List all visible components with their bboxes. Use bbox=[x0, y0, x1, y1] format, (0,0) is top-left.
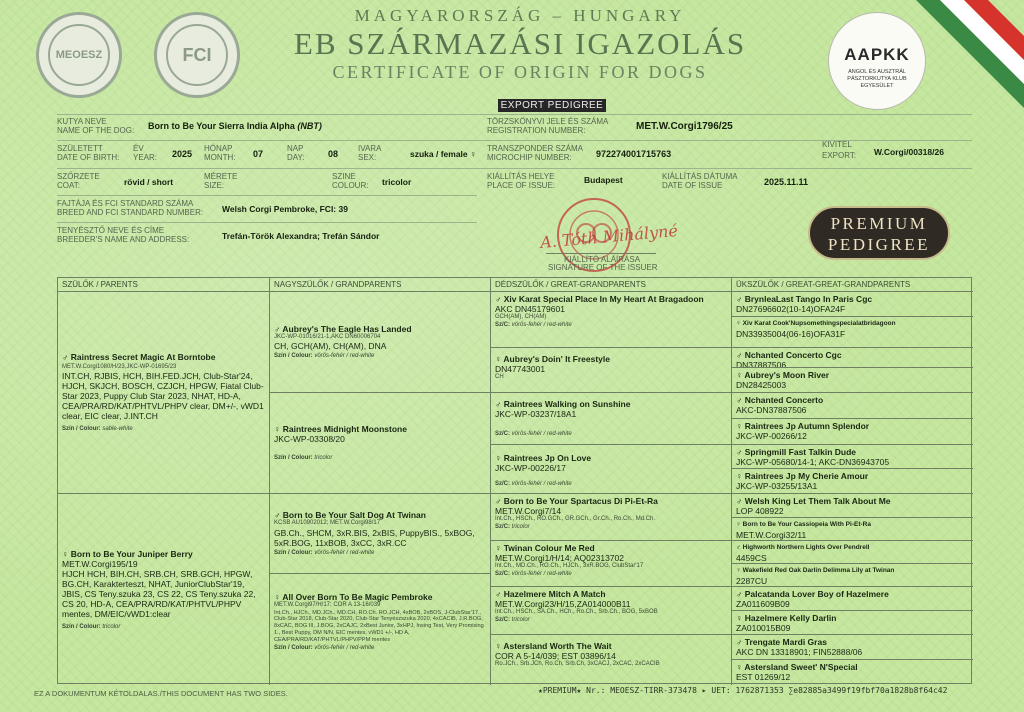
sex-label-hu: IVARA bbox=[358, 144, 382, 153]
breed-label-en: BREED AND FCI STANDARD NUMBER: bbox=[57, 208, 204, 217]
grandparent-titles: Int.Ch., HJCh., MD.JCh., MD.CH, RO.Ch. RO.JCH, 4xBOB, 2xBOS, J-ClubStar'17., Club-Star 2018, Club-Star 2020, Club-Star Tenyészszuka 2020, 4xCACIB, J.R.BOG, 8xCAC, BOG III, J.BOG, 2xCAJC, 2xBest Junior, 3xHPJ, Insing Test, Very Promising 1., Best Puppy, DM N/N, EIC mentes, vWD1 +/-, HD A, CEA/PRA/RD/KAT/PHTVL/PHPV/PPM mentes bbox=[274, 609, 484, 643]
colour-label: Szín / Colour: bbox=[274, 645, 313, 652]
export-number: W.Corgi/00318/26 bbox=[874, 147, 944, 157]
grandparent-cell bbox=[270, 292, 491, 393]
issuer-signature: A. Tóth Mihályné bbox=[539, 220, 679, 252]
gggp-name: ♂ Palcatanda Lover Boy of Hazelmere bbox=[736, 589, 889, 599]
great-grandparent-cell bbox=[491, 635, 732, 685]
grandparent-titles: GB.Ch., SHCM, 3xR.BIS, 2xBIS, PuppyBIS., 5xBOG, 5xR.BOG, 11xBOB, 3xCC, 3xR.CC bbox=[274, 527, 475, 548]
apkk-club-name: ANGOL ÉS AUSZTRÁL PÁSZTORKUTYA KLUB EGYESÜLET bbox=[847, 69, 907, 89]
grandparent-name: ♂ Born to Be Your Salt Dog At Twinan bbox=[274, 510, 426, 521]
gggp-name: ♀ Raintrees Jp Autumn Splendor bbox=[736, 421, 870, 431]
great-grandparent-cell bbox=[491, 348, 732, 393]
size-label-en: SIZE: bbox=[204, 181, 225, 190]
gggp-registration: DN27696602(10-14)OFA24F bbox=[736, 304, 846, 314]
ggp-registration: MET.W.Corgi7/14 bbox=[495, 506, 562, 516]
breed-label-hu: FAJTÁJA ÉS FCI STANDARD SZÁMA bbox=[57, 199, 194, 208]
place-label-hu: KIÁLLÍTÁS HELYE bbox=[487, 172, 555, 181]
ggp-name: ♀ Astersland Worth The Wait bbox=[495, 641, 612, 651]
great-great-grandparent-cell bbox=[732, 419, 973, 445]
birth-year: 2025 bbox=[172, 149, 193, 159]
gggp-registration: DN33935004(06-16)OFA31F bbox=[736, 329, 846, 339]
day-label-hu: NAP bbox=[287, 144, 304, 153]
registration-number: MET.W.Corgi1796/25 bbox=[636, 121, 733, 132]
name-label-hu: KUTYA NEVE bbox=[57, 117, 107, 126]
dam-cell bbox=[58, 494, 270, 685]
grandparent-registration: JKC-WP-03308/20 bbox=[274, 434, 345, 444]
great-great-grandparent-cell bbox=[732, 445, 973, 469]
gggp-registration: JKC-WP-00266/12 bbox=[736, 431, 807, 441]
apkk-logo-text: AAPKK bbox=[844, 45, 910, 64]
ggp-name: ♀ Raintrees Jp On Love bbox=[495, 453, 592, 463]
header-great-grandparents: DÉDSZÜLŐK / GREAT-GRANDPARENTS bbox=[491, 278, 732, 292]
chip-label-hu: TRANSZPONDER SZÁMA bbox=[487, 144, 584, 153]
great-great-grandparent-cell bbox=[732, 635, 973, 660]
size-label-hu: MÉRETE bbox=[204, 172, 238, 181]
colour-label: Szín / Colour: bbox=[274, 455, 313, 461]
year-label-hu: ÉV bbox=[133, 144, 144, 153]
great-great-grandparent-cell bbox=[732, 348, 973, 368]
footer-document-id: ★PREMIUM★ Nr.: MEOESZ-TIRR-373478 ▸ UET: 1762871353 ∑e82885a3499f19fbf70a1828b8f64c42 bbox=[538, 686, 948, 695]
gggp-name: ♀ Wakefield Red Oak Darlin Delimma Lily at Twinan bbox=[736, 567, 895, 574]
gggp-name: ♂ BrynleaLast Tango In Paris Cgc bbox=[736, 294, 873, 304]
gggp-registration: AKC-DN37887506 bbox=[736, 405, 807, 415]
grandparent-registration: KCSB AU10902012; MET.W.Corgi98/17 bbox=[274, 520, 381, 527]
colour-label-en: COLOUR: bbox=[332, 181, 369, 190]
grandparent-titles: CH, GCH(AM), CH(AM), DNA bbox=[274, 341, 387, 352]
month-label-en: MONTH: bbox=[204, 153, 236, 162]
header-great-great-grandparents: ÜKSZÜLŐK / GREAT-GREAT-GRANDPARENTS bbox=[732, 278, 973, 292]
gggp-registration: 4459CS bbox=[736, 553, 767, 563]
meoesz-seal bbox=[36, 12, 122, 98]
grandparent-colour bbox=[274, 549, 486, 557]
gggp-name: ♀ Hazelmere Kelly Darlin bbox=[736, 613, 837, 623]
premium-pedigree-badge bbox=[808, 206, 950, 260]
divider bbox=[57, 222, 477, 223]
colour-value: vörös-fehér / red-white bbox=[511, 431, 572, 437]
date-of-issue: 2025.11.11 bbox=[764, 177, 809, 187]
name-label-en: NAME OF THE DOG: bbox=[57, 126, 135, 135]
coat-value: rövid / short bbox=[124, 177, 174, 187]
great-great-grandparent-cell bbox=[732, 469, 973, 494]
meoesz-seal-text: MEOESZ bbox=[55, 49, 103, 61]
breed-value: Welsh Corgi Pembroke, FCI: 39 bbox=[222, 204, 348, 214]
birth-month: 07 bbox=[253, 149, 264, 159]
dob-label-hu: SZÜLETETT bbox=[57, 144, 103, 153]
ggp-name: ♀ Aubrey's Doin' It Freestyle bbox=[495, 354, 610, 364]
ggp-name: ♀ Twinan Colour Me Red bbox=[495, 543, 595, 553]
ggp-titles: Ro.JCh., Srb.JCh, Ro.Ch, Srb.Ch, 3xCACJ, 2xCAC, 2xCACIB bbox=[495, 661, 660, 667]
gggp-registration: EST 01269/12 bbox=[736, 672, 791, 682]
pedigree-table bbox=[57, 277, 972, 684]
breeder-label-hu: TENYÉSZTŐ NEVE ÉS CÍME bbox=[57, 226, 165, 235]
colour-value: tricolor bbox=[102, 623, 121, 630]
grandparent-registration: MET.W.Corgi97/H/17; COR A 13-16/039 bbox=[274, 602, 381, 608]
ggp-colour bbox=[495, 322, 727, 330]
ggp-name: ♂ Raintrees Walking on Sunshine bbox=[495, 399, 631, 409]
document-title: EB SZÁRMAZÁSI IGAZOLÁS bbox=[293, 26, 747, 61]
ggp-titles: CH bbox=[495, 374, 504, 380]
colour-value: vörös-fehér / red-white bbox=[314, 353, 375, 360]
sire-name: ♂ Raintress Secret Magic At Borntobe bbox=[62, 351, 216, 362]
grandparent-name: ♀ All Over Born To Be Magic Pembroke bbox=[274, 592, 433, 602]
divider bbox=[57, 114, 972, 115]
ggp-name: ♂ Born to Be Your Spartacus Di Pi-Et-Ra bbox=[495, 496, 658, 506]
signature-label-hu: KIÁLLÍTÓ ALÁÍRÁSA bbox=[564, 255, 641, 264]
great-grandparent-cell bbox=[491, 292, 732, 348]
day-label-en: DAY: bbox=[287, 153, 305, 162]
ggp-colour bbox=[495, 431, 727, 439]
ggp-registration: AKC DN45179601 bbox=[495, 304, 565, 314]
grandparent-registration: JKC-WP-01016/21-1,AKC DN60006704 bbox=[274, 333, 381, 340]
grandparent-cell bbox=[270, 393, 491, 494]
ggp-registration: DN47743001 bbox=[495, 364, 546, 374]
dam-colour bbox=[62, 623, 265, 631]
great-great-grandparent-cell bbox=[732, 393, 973, 419]
colour-value: vörös-fehér / red-white bbox=[511, 481, 572, 487]
fci-seal-text: FCI bbox=[182, 44, 212, 65]
grandparent-colour bbox=[274, 352, 486, 360]
colour-label: Sz/C: bbox=[495, 321, 510, 328]
reg-label-en: REGISTRATION NUMBER: bbox=[487, 126, 586, 135]
ggp-colour bbox=[495, 524, 727, 532]
colour-value: vörös-fehér / red-white bbox=[511, 321, 572, 328]
month-label-hu: HÓNAP bbox=[204, 144, 233, 153]
grandparent-name: ♂ Aubrey's The Eagle Has Landed bbox=[274, 323, 412, 334]
grandparent-name: ♀ Raintrees Midnight Moonstone bbox=[274, 424, 407, 434]
country-title: MAGYARORSZÁG – HUNGARY bbox=[354, 6, 686, 25]
dam-name: ♀ Born to Be Your Juniper Berry bbox=[62, 548, 193, 559]
birth-day: 08 bbox=[328, 149, 339, 159]
gggp-name: ♂ Highworth Northern Lights Over Pendrell bbox=[736, 544, 870, 551]
great-great-grandparent-cell bbox=[732, 541, 973, 564]
gggp-registration: AKC DN 13318901; FIN52888/06 bbox=[736, 647, 863, 657]
great-great-grandparent-cell bbox=[732, 564, 973, 587]
date-label-en: DATE OF ISSUE bbox=[662, 181, 723, 190]
fci-seal bbox=[154, 12, 240, 98]
gggp-registration: JKC-WP-05680/14-1; AKC-DN36943705 bbox=[736, 457, 890, 467]
dog-name-text: Born to Be Your Sierra India Alpha bbox=[148, 121, 295, 131]
dog-name-suffix: (NBT) bbox=[297, 121, 322, 131]
great-great-grandparent-cell bbox=[732, 317, 973, 348]
colour-value: tricolor bbox=[511, 523, 530, 530]
gggp-registration: ZA011609B09 bbox=[736, 599, 790, 609]
header-parents: SZÜLŐK / PARENTS bbox=[58, 278, 270, 292]
gggp-name: ♂ Nchanted Concerto Cgc bbox=[736, 350, 842, 360]
apkk-club-logo bbox=[828, 12, 926, 110]
sire-colour bbox=[62, 425, 265, 433]
gggp-registration: ZA010015B09 bbox=[736, 623, 791, 633]
year-label-en: YEAR: bbox=[133, 153, 158, 162]
grandparent-colour bbox=[274, 644, 486, 652]
gggp-name: ♀ Astersland Sweet' N'Special bbox=[736, 662, 858, 672]
gggp-registration: LOP 408922 bbox=[736, 506, 784, 516]
footer-note: EZ A DOKUMENTUM KÉTOLDALAS./THIS DOCUMENT HAS TWO SIDES. bbox=[34, 689, 288, 698]
colour-label: Szín / Colour: bbox=[274, 549, 313, 556]
ggp-titles: Int.Ch., MD.Ch., RO.Ch., HJCh., 3xR.BOG, ClubStar'17 bbox=[495, 563, 644, 569]
ggp-registration: COR A 5-14/039; EST 03896/14 bbox=[495, 651, 616, 661]
ggp-name: ♂ Hazelmere Mitch A Match bbox=[495, 589, 606, 599]
great-great-grandparent-cell bbox=[732, 518, 973, 541]
colour-value: sable-white bbox=[102, 426, 133, 433]
ggp-registration: MET.W.Corgi1/H/14; AQ02313702 bbox=[495, 553, 624, 563]
ggp-registration: JKC-WP-03237/18A1 bbox=[495, 409, 577, 419]
colour-label: Sz/C: bbox=[495, 431, 510, 437]
sire-cell bbox=[58, 292, 270, 494]
chip-label-en: MICROCHIP NUMBER: bbox=[487, 153, 572, 162]
great-grandparent-cell bbox=[491, 494, 732, 541]
colour-value: vörös-fehér / red-white bbox=[314, 645, 375, 652]
great-grandparent-cell bbox=[491, 445, 732, 494]
ggp-colour bbox=[495, 617, 727, 625]
breeder-label-en: BREEDER'S NAME AND ADDRESS: bbox=[57, 235, 190, 244]
colour-value: tricolor bbox=[314, 455, 333, 461]
dam-registration: MET.W.Corgi195/19 bbox=[62, 558, 138, 569]
great-great-grandparent-cell bbox=[732, 611, 973, 635]
colour-label-hu: SZINE bbox=[332, 172, 356, 181]
gggp-registration: MET.W.Corgi32/11 bbox=[736, 530, 807, 540]
divider bbox=[57, 195, 477, 196]
dog-name bbox=[148, 121, 322, 131]
dam-titles: HJCH HCH, BIH.CH, SRB.CH, SRB.GCH, HPGW, BG.CH, Karakterteszt, NHAT, JuniorClubStar'19, JBIS, CS Teny.szuka 23, CS 22, CS Teny.szuka 22, CS 20, HD-A, CEA/PRA/RD/KAT/PHTVL/PHPV mentes, DM/EIC/vWD1:clear bbox=[62, 568, 256, 619]
great-great-grandparent-cell bbox=[732, 292, 973, 317]
premium-line1: PREMIUM bbox=[830, 214, 928, 233]
colour-label: Szín / Colour: bbox=[274, 353, 313, 360]
colour-label: Sz/C: bbox=[495, 523, 510, 530]
export-label-en: EXPORT: bbox=[822, 151, 857, 160]
colour-label: Szín / Colour: bbox=[62, 426, 101, 433]
colour-label: Sz/C: bbox=[495, 570, 510, 577]
ggp-titles: Int.Ch., HSCh., RO.GCh., GR.GCh., Gr.Ch., Ro.Ch., Md.Ch. bbox=[495, 516, 656, 522]
great-grandparent-cell bbox=[491, 541, 732, 587]
colour-label: Szín / Colour: bbox=[62, 623, 101, 630]
coat-label-en: COAT: bbox=[57, 181, 80, 190]
reg-label-hu: TÖRZSKÖNYVI JELE ÉS SZÁMA bbox=[487, 117, 609, 126]
ggp-name: ♂ Xiv Karat Special Place In My Heart At Bragadoon bbox=[495, 294, 704, 304]
colour-value: tricolor bbox=[511, 616, 530, 623]
sire-titles: INT.CH, RJBIS, HCH, BIH.FED.JCH, Club-Star'24, HJCH, SKJCH, BOSCH, CZJCH, HPGW, Fiatal Club-Star 2023, Puppy Club Star 2023, NHAT, HD-A, CEA/PRA/RD/KAT/PHTVL/PHPV clear, DM+/-, vWD1 clear, EIC clear, J.INT.CH bbox=[62, 371, 264, 422]
colour-label: Sz/C: bbox=[495, 481, 510, 487]
grandparent-cell bbox=[270, 574, 491, 685]
colour-value: vörös-fehér / red-white bbox=[511, 570, 572, 577]
great-great-grandparent-cell bbox=[732, 587, 973, 611]
ggp-titles: GCH(AM), CH(AM) bbox=[495, 314, 547, 320]
gggp-name: ♀ Raintrees Jp My Cherie Amour bbox=[736, 471, 869, 481]
breeder-value: Trefán-Török Alexandra; Trefán Sándor bbox=[222, 231, 380, 241]
gggp-registration: 2287CU bbox=[736, 576, 768, 586]
colour-value: tricolor bbox=[382, 177, 412, 187]
ggp-registration: JKC-WP-00226/17 bbox=[495, 463, 566, 473]
export-pedigree-tag: EXPORT PEDIGREE bbox=[498, 99, 606, 112]
gggp-registration: DN28425003 bbox=[736, 380, 787, 390]
sex-label-en: SEX: bbox=[358, 153, 377, 162]
gggp-name: ♀ Xiv Karat Cook'Nupsomethingspecialatbridagoon bbox=[736, 320, 896, 327]
sire-registration: MET.W.Corgi1080/H/23,JKC-WP-01695/23 bbox=[62, 363, 177, 370]
great-great-grandparent-cell bbox=[732, 660, 973, 685]
gggp-name: ♂ Welsh King Let Them Talk About Me bbox=[736, 496, 891, 506]
premium-line2: PEDIGREE bbox=[827, 235, 931, 254]
colour-label: Sz/C: bbox=[495, 616, 510, 623]
gggp-registration: DN37887506 bbox=[736, 360, 787, 368]
header-grandparents: NAGYSZÜLŐK / GRANDPARENTS bbox=[270, 278, 491, 292]
dob-label-en: DATE OF BIRTH: bbox=[57, 153, 120, 162]
divider bbox=[57, 168, 972, 169]
grandparent-cell bbox=[270, 494, 491, 574]
place-of-issue: Budapest bbox=[584, 175, 623, 185]
gggp-name: ♂ Springmill Fast Talkin Dude bbox=[736, 447, 857, 457]
ggp-colour bbox=[495, 481, 727, 489]
ggp-colour bbox=[495, 571, 727, 579]
colour-value: vörös-fehér / red-white bbox=[314, 549, 375, 556]
gggp-name: ♂ Trengate Mardi Gras bbox=[736, 637, 827, 647]
ggp-registration: MET.W.Corgi23/H/15,ZA014000B11 bbox=[495, 599, 631, 609]
great-grandparent-cell bbox=[491, 587, 732, 635]
coat-label-hu: SZŐRZETE bbox=[57, 172, 100, 181]
place-label-en: PLACE OF ISSUE: bbox=[487, 181, 556, 190]
great-grandparent-cell bbox=[491, 393, 732, 445]
signature-line bbox=[546, 253, 656, 254]
gggp-name: ♀ Born to Be Your Cassiopeia With Pi-Et-Ra bbox=[736, 521, 871, 528]
dog-sex: szuka / female ♀ bbox=[410, 149, 477, 159]
signature-label-en: SIGNATURE OF THE ISSUER bbox=[548, 263, 658, 272]
gggp-registration: JKC-WP-03255/13A1 bbox=[736, 481, 818, 491]
export-label-hu: KIVITEL bbox=[822, 140, 852, 149]
great-great-grandparent-cell bbox=[732, 368, 973, 393]
grandparent-colour bbox=[274, 454, 486, 462]
date-label-hu: KIÁLLÍTÁS DÁTUMA bbox=[662, 172, 738, 181]
document-subtitle: CERTIFICATE OF ORIGIN FOR DOGS bbox=[332, 62, 708, 82]
gggp-name: ♂ Nchanted Concerto bbox=[736, 395, 824, 405]
microchip-number: 972274001715763 bbox=[596, 149, 672, 159]
gggp-name: ♀ Aubrey's Moon River bbox=[736, 370, 830, 380]
great-great-grandparent-cell bbox=[732, 494, 973, 518]
ggp-titles: Int.Ch., HSCh., SA.Ch., HCh., Ro.Ch., Srb.Ch., BOG, 5xBOB bbox=[495, 609, 658, 615]
